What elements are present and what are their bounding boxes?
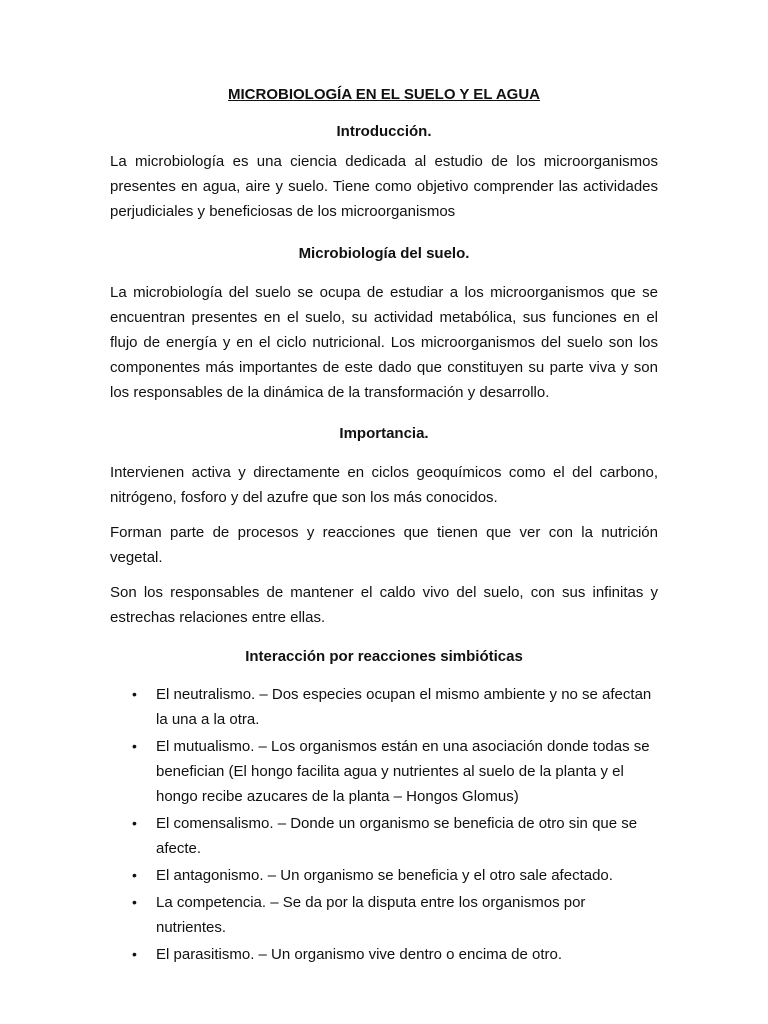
- importance-paragraph-3: Son los responsables de mantener el caldo vivo del suelo, con sus infinitas y estrechas relaciones entre ellas.: [110, 584, 658, 626]
- list-item: [132, 734, 658, 809]
- list-item-text: El mutualismo. – Los organismos están en una asociación donde todas se benefician (El hongo facilita agua y nutrientes al suelo de la planta y el hongo recibe azucares de la planta – Hongos Glomus): [156, 738, 650, 805]
- interaction-list: [110, 682, 658, 967]
- intro-heading: Introducción.: [336, 123, 432, 140]
- document-title: MICROBIOLOGÍA EN EL SUELO Y EL AGUA: [228, 86, 540, 103]
- list-item: [132, 811, 658, 861]
- bullet-icon: •: [132, 946, 137, 962]
- bullet-icon: •: [132, 815, 137, 831]
- list-item-text: El antagonismo. – Un organismo se beneficia y el otro sale afectado.: [156, 867, 613, 884]
- importance-paragraph-1: Intervienen activa y directamente en ciclos geoquímicos como el del carbono, nitrógeno, fosforo y del azufre que son los más conocidos.: [110, 464, 658, 506]
- list-item-text: El neutralismo. – Dos especies ocupan el mismo ambiente y no se afectan la una a la otra.: [156, 686, 652, 728]
- list-item: [132, 942, 658, 967]
- list-item: [132, 890, 658, 940]
- soil-heading: Microbiología del suelo.: [298, 245, 470, 262]
- list-item: [132, 682, 658, 732]
- list-item-text: El parasitismo. – Un organismo vive dentro o encima de otro.: [156, 946, 563, 963]
- intro-paragraph: La microbiología es una ciencia dedicada al estudio de los microorganismos presentes en agua, aire y suelo. Tiene como objetivo comprender las actividades perjudiciales y beneficiosas de los microorganismos: [110, 153, 658, 220]
- list-item-text: La competencia. – Se da por la disputa entre los organismos por nutrientes.: [156, 894, 586, 936]
- bullet-icon: •: [132, 894, 137, 910]
- importance-heading: Importancia.: [339, 425, 429, 442]
- bullet-icon: •: [132, 738, 137, 754]
- interaction-heading: Interacción por reacciones simbióticas: [245, 648, 523, 665]
- list-item: [132, 863, 658, 888]
- soil-paragraph: La microbiología del suelo se ocupa de estudiar a los microorganismos que se encuentran presentes en el suelo, su actividad metabólica, sus funciones en el flujo de energía y en el ciclo nutricional. Los microorganismos del suelo son los componentes más importantes de este dado que constituyen su parte viva y son los responsables de la dinámica de la transformación y desarrollo.: [110, 284, 658, 401]
- list-item-text: El comensalismo. – Donde un organismo se beneficia de otro sin que se afecte.: [156, 815, 638, 857]
- bullet-icon: •: [132, 686, 137, 702]
- bullet-icon: •: [132, 867, 137, 883]
- importance-paragraph-2: Forman parte de procesos y reacciones que tienen que ver con la nutrición vegetal.: [110, 524, 658, 566]
